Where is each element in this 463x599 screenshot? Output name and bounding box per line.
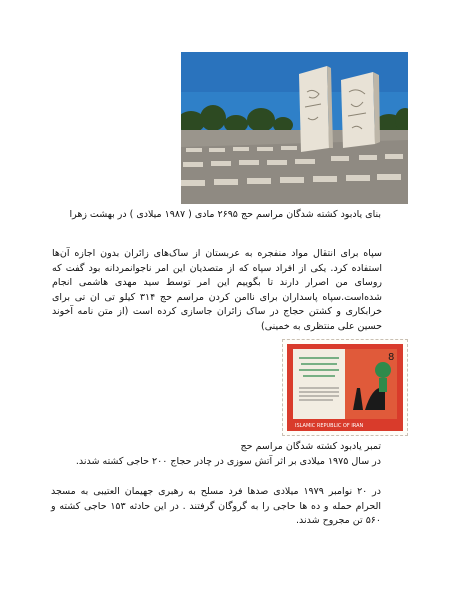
stamp-country-label: ISLAMIC REPUBLIC OF IRAN bbox=[295, 423, 364, 429]
paragraph-explosives: سپاه برای انتقال مواد منفجره به عربستان از ساک‌های زائران بدون اجازه آن‌ها استفاده کرد. یکی از افراد سپاه که از متصدیان این امر ناجوانمردانه بود گفت که روسای من اصرار دارند تا بگوییم این امر توسط سید مهدی هاشمی انجام شده‌است.سپاه پاسداران برای ناامن کردن مراسم حج ۳۱۴ کیلو تی ان تی برای خرابکاری و کشتن حجاج در ساک زائران جاسازی کرده است (از متن نامه آخوند حسین علی منتظری به خمینی) bbox=[52, 248, 382, 332]
photo-caption: بنای یادبود کشته شدگان مراسم حج ۲۶۹۵ مادی ( ۱۹۸۷ میلادی ) در بهشت زهرا bbox=[69, 209, 381, 220]
monument-photo bbox=[181, 52, 408, 204]
paragraph-1979-seizure: در ۲۰ نوامبر ۱۹۷۹ میلادی صدها فرد مسلح به رهبری جهیمان العتیبی به مسجد الحرام حمله و ده ها حاجی را به گروگان گرفتند . در این حادثه ۱۵۳ حاجی کشته و ۵۶۰ تن مجروح شدند. bbox=[51, 486, 382, 526]
stamp-value: 8 bbox=[388, 352, 395, 363]
paragraph-1975-fire: در سال ۱۹۷۵ میلادی بر اثر آتش سوزی در چادر حجاج ۲۰۰ حاجی کشته شدند. bbox=[75, 456, 381, 467]
commemorative-stamp bbox=[282, 339, 408, 436]
stamp-caption: تمبر یادبود کشته شدگان مراسم حج bbox=[240, 441, 381, 452]
